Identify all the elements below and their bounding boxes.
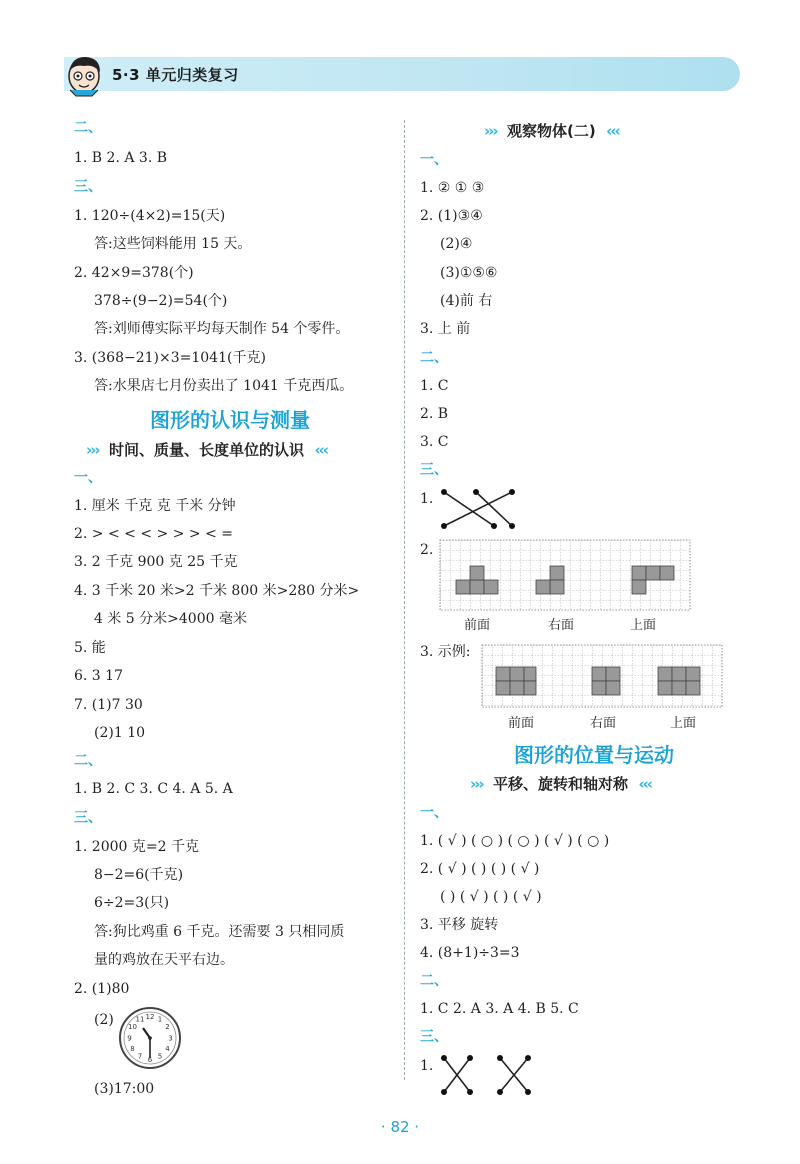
answer-line: 1. B 2. A 3. B xyxy=(74,150,168,166)
section-label: 一、 xyxy=(420,805,448,821)
svg-text:12: 12 xyxy=(145,1013,155,1021)
answer-line: 6. 3 17 xyxy=(74,668,123,684)
chevron-right-icon: ››› xyxy=(86,441,99,459)
svg-text:9: 9 xyxy=(127,1034,132,1043)
svg-text:2: 2 xyxy=(165,1023,170,1031)
view-caption: 右面 xyxy=(548,618,575,633)
chevron-left-icon: ‹‹‹ xyxy=(606,122,619,140)
answer-line: 2. xyxy=(420,542,434,558)
section-label: 二、 xyxy=(74,753,102,769)
answer-line: 1. ( √ ) ( ○ ) ( ○ ) ( √ ) ( ○ ) xyxy=(420,833,610,849)
section-subtitle xyxy=(484,120,619,141)
section-label: 一、 xyxy=(420,152,448,168)
chevron-right-icon: ››› xyxy=(470,775,483,793)
svg-text:3: 3 xyxy=(168,1034,173,1043)
answer-line: 4 米 5 分米>4000 毫米 xyxy=(94,611,247,627)
column-divider xyxy=(404,120,405,1080)
answer-line: (3)①⑤⑥ xyxy=(440,265,498,281)
view-caption: 前面 xyxy=(508,716,535,731)
section-label: 三、 xyxy=(74,179,102,195)
view-grid xyxy=(440,540,690,612)
answer-line: 2. (1)80 xyxy=(74,981,130,997)
answer-line: 2. ( √ ) ( ) ( ) ( √ ) xyxy=(420,861,540,877)
svg-text:8: 8 xyxy=(130,1045,135,1053)
answer-line: (2)1 10 xyxy=(94,725,146,741)
chevron-left-icon: ‹‹‹ xyxy=(314,441,328,459)
answer-line: 1. 120÷(4×2)=15(天) xyxy=(74,208,226,224)
section-label: 三、 xyxy=(74,810,102,826)
answer-line: 1. 厘米 千克 克 千米 分钟 xyxy=(74,498,236,514)
svg-text:10: 10 xyxy=(128,1023,137,1031)
section-label: 二、 xyxy=(420,973,448,989)
view-caption: 右面 xyxy=(590,716,617,731)
answer-line: 1. ② ① ③ xyxy=(420,180,485,196)
chapter-title: 图形的认识与测量 xyxy=(150,408,310,432)
section-subtitle xyxy=(470,773,651,794)
section-subtitle xyxy=(86,439,327,460)
answer-line: 2. 42×9=378(个) xyxy=(74,265,194,281)
answer-line: 1. xyxy=(420,491,434,507)
answer-line: ( ) ( √ ) ( ) ( √ ) xyxy=(440,889,542,905)
header-title: 5·3 单元归类复习 xyxy=(112,66,239,84)
section-label: 三、 xyxy=(420,1029,448,1045)
answer-line: 答:这些饲料能用 15 天。 xyxy=(94,236,252,252)
answer-line: 1. B 2. C 3. C 4. A 5. A xyxy=(74,781,233,797)
mascot-icon xyxy=(62,52,106,98)
answer-line: 5. 能 xyxy=(74,640,106,656)
svg-text:4: 4 xyxy=(165,1045,170,1053)
answer-line: 3. 上 前 xyxy=(420,321,471,337)
answer-line: 378÷(9−2)=54(个) xyxy=(94,293,228,309)
answer-line: (2)④ xyxy=(440,236,473,252)
section-subtitle-text: 观察物体(二) xyxy=(507,122,596,140)
answer-line: 答:狗比鸡重 6 千克。还需要 3 只相同质 xyxy=(94,924,345,940)
view-grid xyxy=(482,645,722,709)
answer-line: 1. C 2. A 3. A 4. B 5. C xyxy=(420,1001,579,1017)
answer-line: 1. C xyxy=(420,378,449,394)
answer-line: 3. (368−21)×3=1041(千克) xyxy=(74,350,266,366)
svg-text:6: 6 xyxy=(147,1056,153,1064)
section-label: 一、 xyxy=(74,470,102,486)
view-caption: 上面 xyxy=(670,716,697,731)
answer-line: 2. > < < < > > > < = xyxy=(74,526,233,542)
answer-line: 7. (1)7 30 xyxy=(74,697,143,713)
answer-line: 答:刘师傅实际平均每天制作 54 个零件。 xyxy=(94,321,350,337)
section-label: 二、 xyxy=(74,120,102,136)
answer-line: 3. C xyxy=(420,434,449,450)
section-subtitle-text: 平移、旋转和轴对称 xyxy=(493,775,629,793)
answer-line: (2) xyxy=(94,1012,114,1028)
svg-text:1: 1 xyxy=(157,1015,163,1024)
answer-line: 3. 2 千克 900 克 25 千克 xyxy=(74,554,238,570)
matching-diagram xyxy=(440,1054,536,1098)
answer-line: 2. (1)③④ xyxy=(420,208,483,224)
answer-line: 3. 平移 旋转 xyxy=(420,917,499,933)
svg-text:7: 7 xyxy=(137,1052,143,1061)
svg-text:5: 5 xyxy=(157,1052,163,1061)
answer-line: 1. xyxy=(420,1058,434,1074)
answer-line: (4)前 右 xyxy=(440,293,493,309)
section-label: 二、 xyxy=(420,350,448,366)
answer-line: 4. 3 千米 20 米>2 千米 800 米>280 分米> xyxy=(74,583,360,599)
matching-diagram xyxy=(440,486,516,532)
chevron-left-icon: ‹‹‹ xyxy=(638,775,652,793)
answer-line: 3. 示例: xyxy=(420,644,471,660)
answer-line: 2. B xyxy=(420,406,449,422)
clock-icon xyxy=(118,1006,182,1070)
page-number: · 82 · xyxy=(380,1118,420,1136)
answer-line: 4. (8+1)÷3=3 xyxy=(420,945,520,961)
chapter-title: 图形的位置与运动 xyxy=(514,743,674,767)
chevron-right-icon: ››› xyxy=(484,122,497,140)
view-caption: 前面 xyxy=(464,618,491,633)
answer-line: 答:水果店七月份卖出了 1041 千克西瓜。 xyxy=(94,378,354,394)
answer-line: 量的鸡放在天平右边。 xyxy=(94,952,234,968)
answer-line: (3)17:00 xyxy=(94,1081,155,1097)
answer-line: 1. 2000 克=2 千克 xyxy=(74,839,199,855)
answer-line: 6÷2=3(只) xyxy=(94,895,170,911)
section-label: 三、 xyxy=(420,462,448,478)
section-subtitle-text: 时间、质量、长度单位的认识 xyxy=(109,441,305,459)
view-caption: 上面 xyxy=(630,618,657,633)
answer-line: 8−2=6(千克) xyxy=(94,867,184,883)
svg-text:11: 11 xyxy=(135,1015,145,1024)
